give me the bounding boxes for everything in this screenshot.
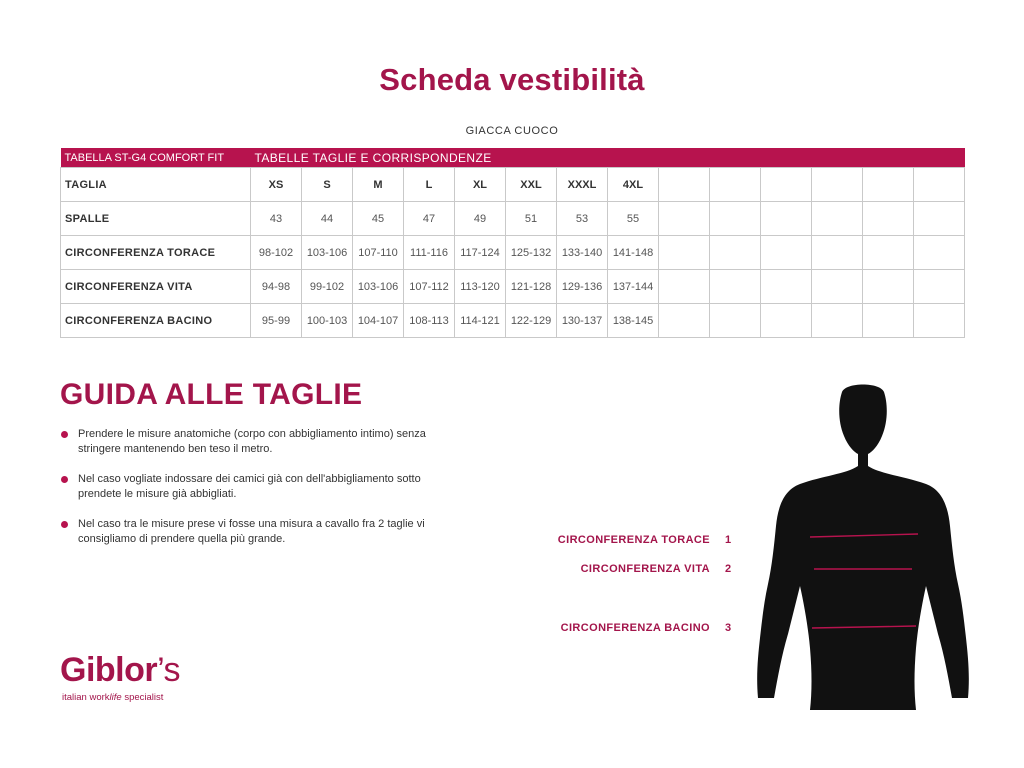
size-table xyxy=(60,148,965,338)
table-cell: 94-98 xyxy=(251,270,302,304)
table-cell xyxy=(710,270,761,304)
tagline-before: italian work xyxy=(62,692,110,703)
table-row xyxy=(61,304,965,338)
table-header-row xyxy=(61,148,965,168)
table-cell: 113-120 xyxy=(455,270,506,304)
bullet-dot-icon xyxy=(61,476,68,483)
table-cell: 43 xyxy=(251,202,302,236)
table-cell xyxy=(812,236,863,270)
row-label: CIRCONFERENZA VITA xyxy=(61,270,251,304)
table-cell xyxy=(914,270,965,304)
table-header-right: TABELLE TAGLIE E CORRISPONDENZE xyxy=(251,148,965,168)
body-silhouette-image xyxy=(738,380,988,710)
table-cell xyxy=(812,304,863,338)
table-cell: M xyxy=(353,168,404,202)
guide-bullet-text: Prendere le misure anatomiche (corpo con abbigliamento intimo) senza stringere mantenendo ben teso il metro. xyxy=(78,428,426,455)
measure-number-hips: 3 xyxy=(725,622,732,634)
table-cell xyxy=(812,202,863,236)
table-cell: 108-113 xyxy=(404,304,455,338)
brand-logo xyxy=(60,651,180,690)
table-row xyxy=(61,168,965,202)
table-cell: 99-102 xyxy=(302,270,353,304)
table-cell xyxy=(761,270,812,304)
table-cell: 103-106 xyxy=(302,236,353,270)
table-cell xyxy=(863,202,914,236)
table-cell xyxy=(914,168,965,202)
table-cell: 122-129 xyxy=(506,304,557,338)
table-cell: XXXL xyxy=(557,168,608,202)
table-cell: 98-102 xyxy=(251,236,302,270)
table-cell xyxy=(914,236,965,270)
measure-label-chest: CIRCONFERENZA TORACE xyxy=(557,534,710,546)
guide-bullet xyxy=(60,472,460,502)
table-cell xyxy=(659,270,710,304)
table-cell: 53 xyxy=(557,202,608,236)
table-cell xyxy=(710,202,761,236)
table-cell: 117-124 xyxy=(455,236,506,270)
table-cell xyxy=(659,236,710,270)
table-cell xyxy=(914,202,965,236)
table-cell xyxy=(710,304,761,338)
table-cell xyxy=(863,270,914,304)
table-cell xyxy=(863,168,914,202)
guide-bullet-text: Nel caso vogliate indossare dei camici già con dell'abbigliamento sotto prendete le misure già abbigliati. xyxy=(78,473,421,500)
table-row xyxy=(61,236,965,270)
table-cell: 125-132 xyxy=(506,236,557,270)
table-cell: L xyxy=(404,168,455,202)
table-cell: 104-107 xyxy=(353,304,404,338)
table-cell: 107-110 xyxy=(353,236,404,270)
guide-bullets xyxy=(60,427,460,562)
table-cell xyxy=(659,202,710,236)
measure-label-waist: CIRCONFERENZA VITA xyxy=(580,563,710,575)
logo-main: Giblor xyxy=(60,651,158,689)
bullet-dot-icon xyxy=(61,521,68,528)
row-label: CIRCONFERENZA TORACE xyxy=(61,236,251,270)
tagline-after: specialist xyxy=(121,692,164,703)
bullet-dot-icon xyxy=(61,431,68,438)
table-cell: 45 xyxy=(353,202,404,236)
table-cell: 47 xyxy=(404,202,455,236)
measure-number-chest: 1 xyxy=(725,534,732,546)
table-cell: 95-99 xyxy=(251,304,302,338)
table-cell: 129-136 xyxy=(557,270,608,304)
table-cell xyxy=(812,270,863,304)
brand-tagline xyxy=(62,692,163,703)
guide-bullet xyxy=(60,517,460,547)
table-cell: 114-121 xyxy=(455,304,506,338)
table-row xyxy=(61,202,965,236)
product-subtitle: GIACCA CUOCO xyxy=(465,125,559,137)
table-cell: S xyxy=(302,168,353,202)
table-cell: 107-112 xyxy=(404,270,455,304)
table-cell xyxy=(761,168,812,202)
table-cell xyxy=(761,236,812,270)
table-cell xyxy=(812,168,863,202)
table-cell: 4XL xyxy=(608,168,659,202)
table-cell: XL xyxy=(455,168,506,202)
table-cell: XXL xyxy=(506,168,557,202)
table-cell xyxy=(863,236,914,270)
table-cell: 133-140 xyxy=(557,236,608,270)
table-cell: 44 xyxy=(302,202,353,236)
table-body xyxy=(61,168,965,338)
logo-suffix: ’s xyxy=(157,651,181,689)
guide-bullet-text: Nel caso tra le misure prese vi fosse una misura a cavallo fra 2 taglie vi consigliamo di prendere quella più grande. xyxy=(78,518,425,545)
tagline-italic: life xyxy=(109,692,122,703)
table-cell xyxy=(710,236,761,270)
table-cell: 51 xyxy=(506,202,557,236)
table-cell xyxy=(710,168,761,202)
row-label: TAGLIA xyxy=(61,168,251,202)
table-row xyxy=(61,270,965,304)
table-cell xyxy=(761,202,812,236)
guide-title: GUIDA ALLE TAGLIE xyxy=(60,378,363,411)
measure-label-hips: CIRCONFERENZA BACINO xyxy=(560,622,710,634)
table-cell: 121-128 xyxy=(506,270,557,304)
table-cell xyxy=(659,168,710,202)
table-cell: 130-137 xyxy=(557,304,608,338)
table-cell: 55 xyxy=(608,202,659,236)
table-cell xyxy=(914,304,965,338)
table-cell: XS xyxy=(251,168,302,202)
page-title: Scheda vestibilità xyxy=(379,62,645,97)
measure-number-waist: 2 xyxy=(725,563,732,575)
table-cell: 49 xyxy=(455,202,506,236)
table-cell: 100-103 xyxy=(302,304,353,338)
table-cell: 138-145 xyxy=(608,304,659,338)
table-header-left: TABELLA ST-G4 COMFORT FIT xyxy=(61,148,251,168)
guide-bullet xyxy=(60,427,460,457)
table-cell xyxy=(863,304,914,338)
table-cell xyxy=(659,304,710,338)
row-label: SPALLE xyxy=(61,202,251,236)
table-cell xyxy=(761,304,812,338)
table-cell: 111-116 xyxy=(404,236,455,270)
table-cell: 137-144 xyxy=(608,270,659,304)
row-label: CIRCONFERENZA BACINO xyxy=(61,304,251,338)
table-cell: 103-106 xyxy=(353,270,404,304)
table-cell: 141-148 xyxy=(608,236,659,270)
